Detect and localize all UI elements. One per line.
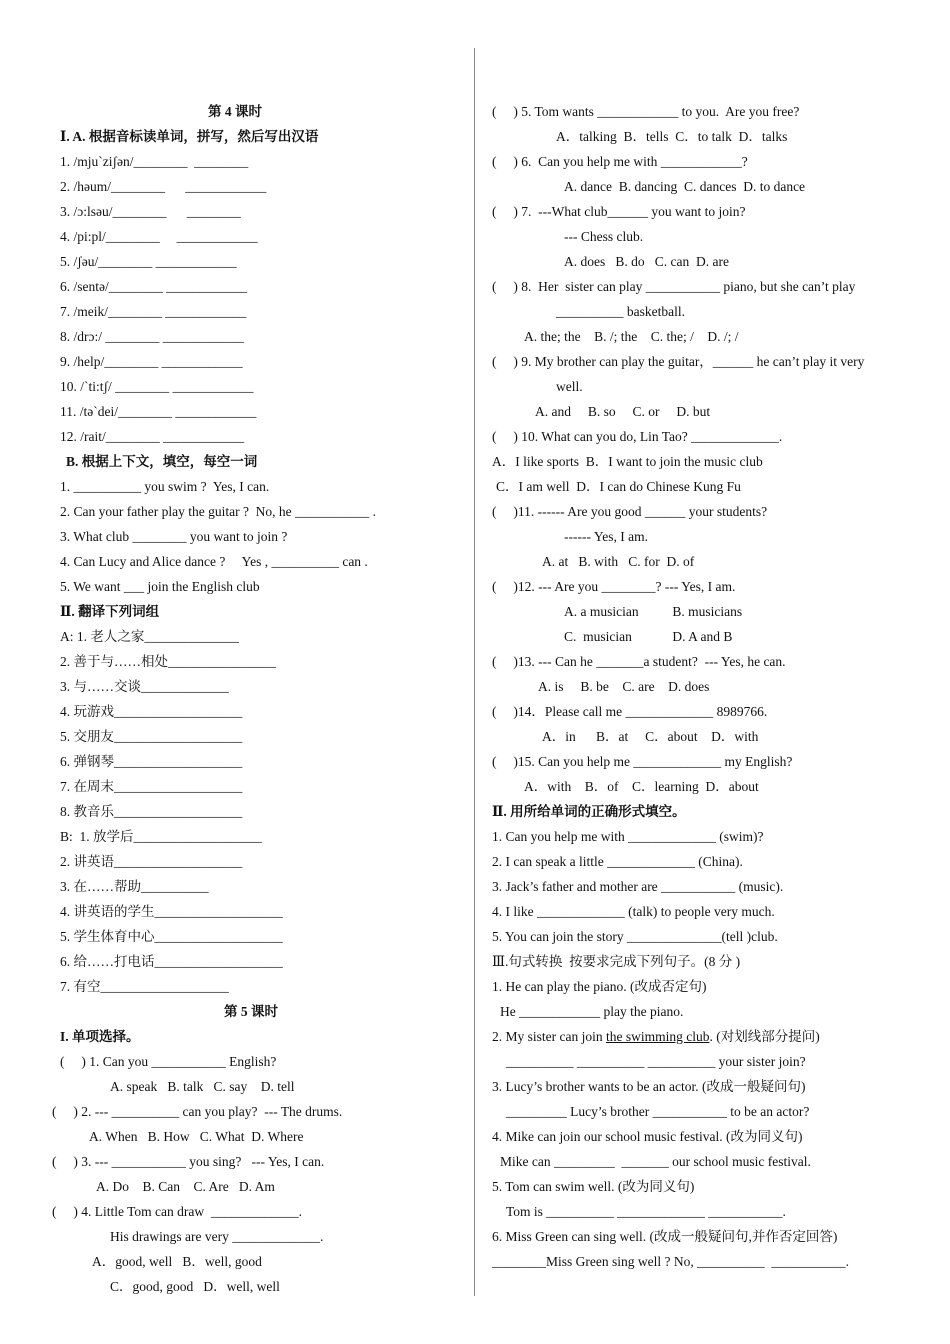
question-item: ( )14．Please call me _____________ 8989766. xyxy=(492,704,768,719)
translate-item: 8. 教音乐___________________ xyxy=(60,804,243,819)
transform-item: 5. Tom can swim well. (改为同义句) xyxy=(492,1179,695,1194)
answer-options: A. and B. so C. or D. but xyxy=(535,404,711,419)
phonetic-item: 8. /drɔ:/ ________ ____________ xyxy=(60,329,244,344)
answer-options: A. the; the B. /; the C. the; / D. /; / xyxy=(524,329,739,344)
translate-item: A: 1. 老人之家______________ xyxy=(60,629,239,644)
section-3-heading: Ⅲ.句式转换 按要求完成下列句子。(8 分 ) xyxy=(492,954,741,969)
translate-item: 3. 在……帮助__________ xyxy=(60,879,209,894)
fill-blank-item: 1. __________ you swim ? Yes, I can. xyxy=(60,479,270,494)
translate-item: 7. 在周末___________________ xyxy=(60,779,243,794)
lesson-4-title: 第 4 课时 xyxy=(208,104,262,119)
word-form-item: 4. I like _____________ (talk) to people very much. xyxy=(492,904,775,919)
section-1-heading: I. 单项选择。 xyxy=(60,1029,140,1044)
fill-blank-item: 5. We want ___ join the English club xyxy=(60,579,260,594)
phonetic-item: 1. /mju`ziʃən/________ ________ xyxy=(60,154,249,169)
answer-options: A．talking B．tells C．to talk D．talks xyxy=(556,129,788,144)
answer-options: A．good, well B．well, good xyxy=(92,1254,262,1269)
transform-answer: He ____________ play the piano. xyxy=(500,1004,684,1019)
question-item: ( )15. Can you help me _____________ my English? xyxy=(492,754,793,769)
answer-options: A．in B．at C．about D．with xyxy=(542,729,759,744)
transform-answer: _________ Lucy’s brother ___________ to be an actor? xyxy=(506,1104,810,1119)
answer-options: A. at B. with C. for D. of xyxy=(542,554,695,569)
phonetic-item: 12. /rait/________ ____________ xyxy=(60,429,245,444)
section-2-heading: Ⅱ. 用所给单词的正确形式填空。 xyxy=(492,804,686,819)
word-form-item: 3. Jack’s father and mother are ___________ (music). xyxy=(492,879,784,894)
translate-item: 6. 弹钢琴___________________ xyxy=(60,754,243,769)
phonetic-item: 6. /sentə/________ ____________ xyxy=(60,279,248,294)
question-item: ( ) 10. What can you do, Lin Tao? _____________. xyxy=(492,429,783,444)
question-item: ( )12. --- Are you ________? --- Yes, I am. xyxy=(492,579,736,594)
translate-item: 4. 讲英语的学生___________________ xyxy=(60,904,283,919)
answer-options: A. a musician B. musicians xyxy=(564,604,743,619)
fill-blank-item: 4. Can Lucy and Alice dance ? Yes , __________ can . xyxy=(60,554,368,569)
translate-item: 7. 有空___________________ xyxy=(60,979,229,994)
answer-options: A. is B. be C. are D. does xyxy=(538,679,710,694)
phonetic-item: 11. /tə`dei/________ ____________ xyxy=(60,404,257,419)
question-continuation: well. xyxy=(556,379,583,394)
phonetic-item: 3. /ɔ:lsəu/________ ________ xyxy=(60,204,241,219)
transform-item: 1. He can play the piano. (改成否定句) xyxy=(492,979,707,994)
question-item: ( ) 5. Tom wants ____________ to you. Are you free? xyxy=(492,104,800,119)
answer-options: A. dance B. dancing C. dances D. to dance xyxy=(564,179,806,194)
question-item: ( ) 6. Can you help me with ____________? xyxy=(492,154,748,169)
word-form-item: 5. You can join the story ______________(tell )club. xyxy=(492,929,778,944)
question-continuation: His drawings are very _____________. xyxy=(110,1229,324,1244)
translate-item: 4. 玩游戏___________________ xyxy=(60,704,243,719)
section-2-heading: Ⅱ. 翻译下列词组 xyxy=(60,604,160,619)
transform-answer: __________ __________ __________ your sister join? xyxy=(506,1054,806,1069)
section-1a-heading: Ⅰ. A. 根据音标读单词，拼写，然后写出汉语 xyxy=(60,129,319,144)
lesson-5-title: 第 5 课时 xyxy=(224,1004,278,1019)
question-item: ( ) 8. Her sister can play ___________ piano, but she can’t play xyxy=(492,279,856,294)
answer-options: A. Do B. Can C. Are D. Am xyxy=(96,1179,275,1194)
transform-answer: ________Miss Green sing well ? No, __________ ___________. xyxy=(492,1254,849,1269)
answer-options: A. When B. How C. What D. Where xyxy=(89,1129,304,1144)
question-item: ( ) 3. --- ___________ you sing? --- Yes, I can. xyxy=(52,1154,325,1169)
word-form-item: 1. Can you help me with _____________ (swim)? xyxy=(492,829,764,844)
transform-item-text: 2. My sister can join xyxy=(492,1029,606,1044)
translate-item: 2. 善于与……相处________________ xyxy=(60,654,276,669)
word-form-item: 2. I can speak a little _____________ (China). xyxy=(492,854,743,869)
transform-answer: Mike can _________ _______ our school music festival. xyxy=(500,1154,811,1169)
answer-options: A. speak B. talk C. say D. tell xyxy=(110,1079,295,1094)
question-item: ( ) 1. Can you ___________ English? xyxy=(60,1054,277,1069)
answer-options: C．I am well D．I can do Chinese Kung Fu xyxy=(496,479,741,494)
transform-item-instruction: . (对划线部分提问) xyxy=(709,1029,820,1044)
column-divider xyxy=(474,48,475,1296)
fill-blank-item: 2. Can your father play the guitar ? No, he ___________ . xyxy=(60,504,377,519)
question-item: ( )11. ------ Are you good ______ your students? xyxy=(492,504,768,519)
answer-options: A. does B. do C. can D. are xyxy=(564,254,729,269)
underlined-phrase: the swimming club xyxy=(606,1029,710,1044)
question-item: ( )13. --- Can he _______a student? --- Yes, he can. xyxy=(492,654,786,669)
question-item: ( ) 9. My brother can play the guitar，______ he can’t play it very xyxy=(492,354,865,369)
translate-item: 5. 学生体育中心___________________ xyxy=(60,929,283,944)
question-item: ( ) 4. Little Tom can draw _____________. xyxy=(52,1204,303,1219)
phonetic-item: 5. /ʃəu/________ ____________ xyxy=(60,254,237,269)
translate-item: B: 1. 放学后___________________ xyxy=(60,829,262,844)
question-continuation: --- Chess club. xyxy=(564,229,644,244)
phonetic-item: 10. /`ti:tʃ/ ________ ____________ xyxy=(60,379,254,394)
transform-item: 4. Mike can join our school music festival. (改为同义句) xyxy=(492,1129,803,1144)
translate-item: 6. 给……打电话___________________ xyxy=(60,954,283,969)
phonetic-item: 2. /həum/________ ____________ xyxy=(60,179,267,194)
transform-item xyxy=(492,1028,820,1046)
question-continuation: __________ basketball. xyxy=(556,304,685,319)
fill-blank-item: 3. What club ________ you want to join ? xyxy=(60,529,288,544)
answer-options: A．with B．of C．learning D．about xyxy=(524,779,759,794)
answer-options: C. musician D. A and B xyxy=(564,629,733,644)
answer-options: A．I like sports B．I want to join the music club xyxy=(492,454,763,469)
question-item: ( ) 2. --- __________ can you play? --- The drums. xyxy=(52,1104,343,1119)
question-continuation: ------ Yes, I am. xyxy=(564,529,648,544)
transform-answer: Tom is __________ _____________ ___________. xyxy=(506,1204,786,1219)
phonetic-item: 7. /meik/________ ____________ xyxy=(60,304,247,319)
translate-item: 3. 与……交谈_____________ xyxy=(60,679,229,694)
translate-item: 5. 交朋友___________________ xyxy=(60,729,243,744)
answer-options: C．good, good D．well, well xyxy=(110,1279,280,1294)
transform-item: 3. Lucy’s brother wants to be an actor. (改成一般疑问句) xyxy=(492,1079,806,1094)
question-item: ( ) 7. ---What club______ you want to join? xyxy=(492,204,746,219)
phonetic-item: 4. /pi:pl/________ ____________ xyxy=(60,229,258,244)
section-1b-heading: B. 根据上下文，填空，每空一词 xyxy=(66,454,258,469)
phonetic-item: 9. /help/________ ____________ xyxy=(60,354,243,369)
translate-item: 2. 讲英语___________________ xyxy=(60,854,243,869)
transform-item: 6. Miss Green can sing well. (改成一般疑问句,并作否定回答) xyxy=(492,1229,838,1244)
